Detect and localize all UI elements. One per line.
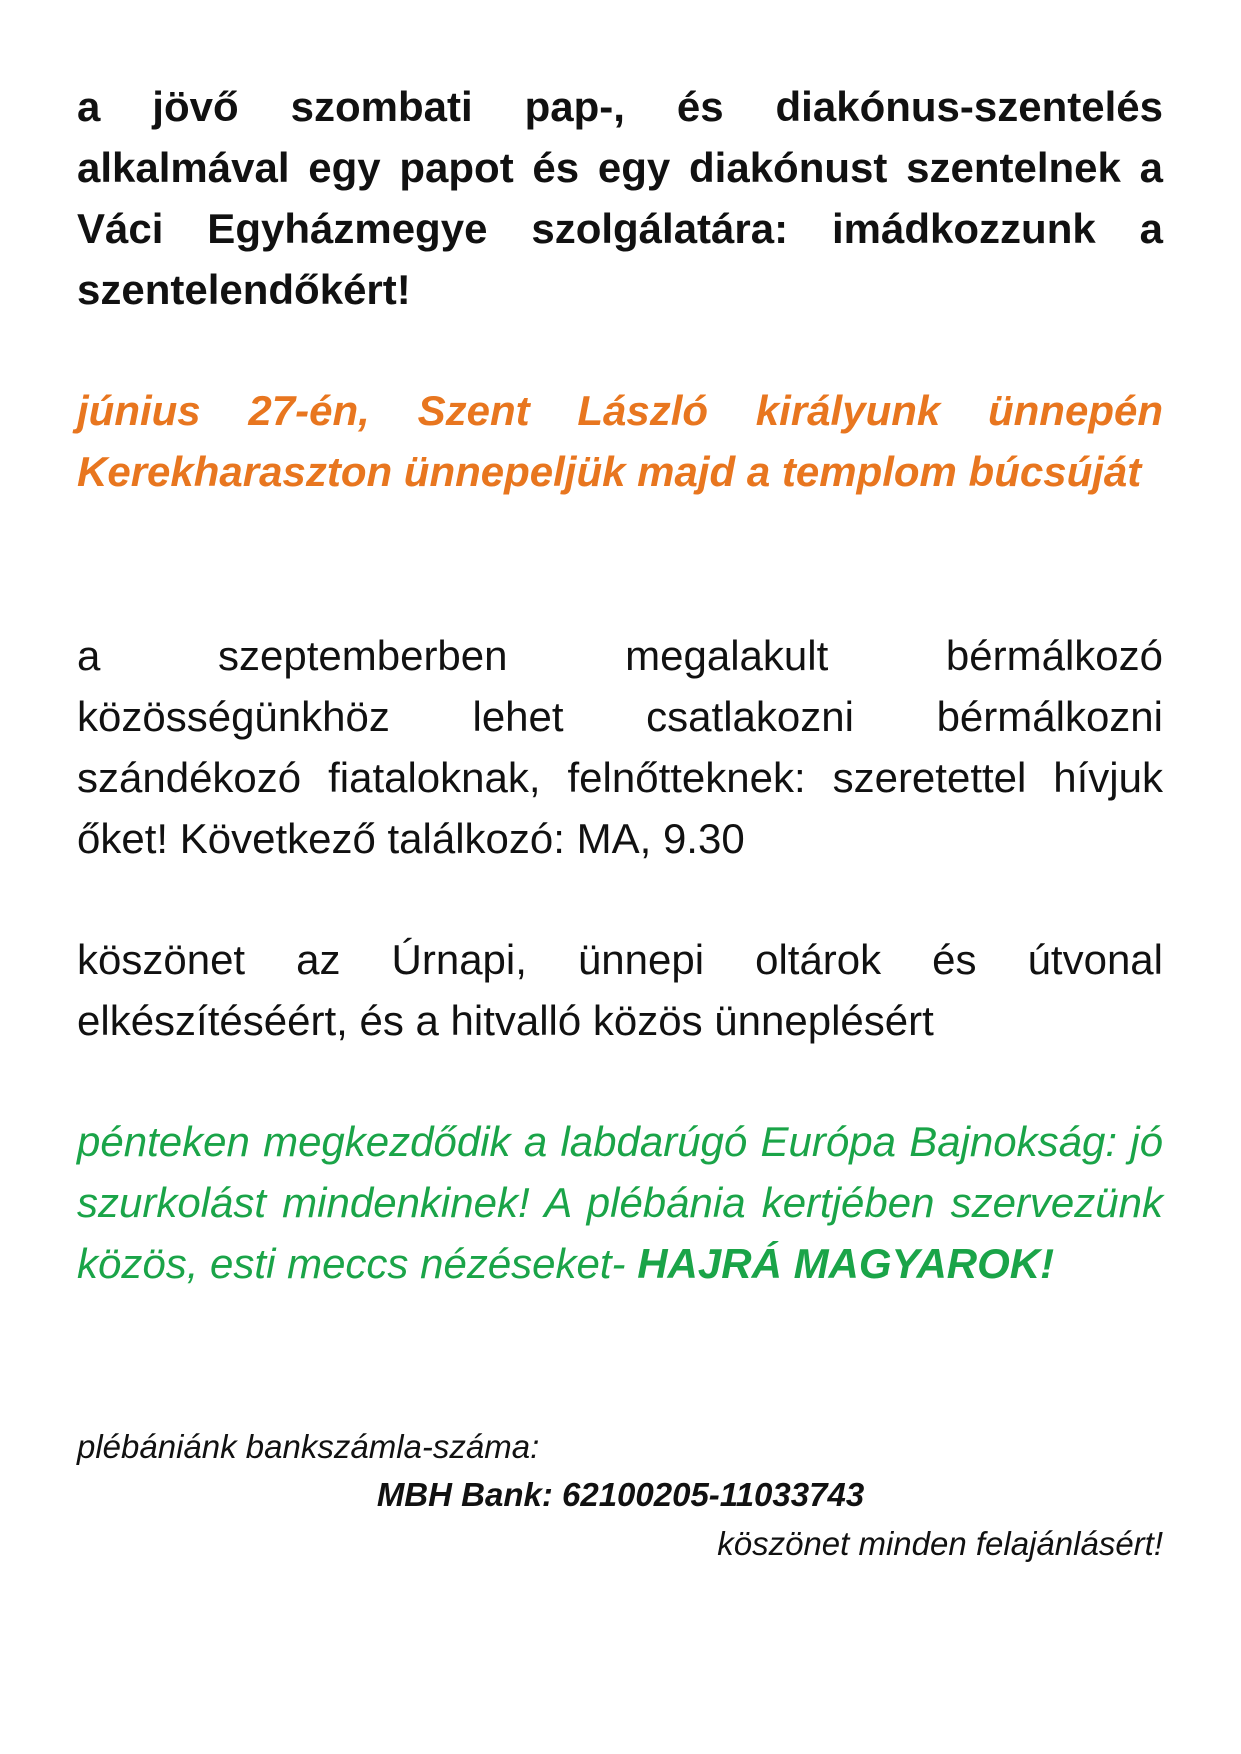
bank-account: MBH Bank: 62100205-11033743 [376,1476,865,1513]
ordination-notice: a jövő szombati pap-, és diakónus-szentelés alkalmával egy papot és egy diakónust szentelnek a Váci Egyházmegye szolgálatára: imádkozzunk a szentelendőkért! [77,83,1163,313]
football-text: pénteken megkezdődik a labdarúgó Európa Bajnokság: jó szurkolást mindenkinek! A plébánia kertjében szervezünk közös, esti meccs nézéseket- [77,1118,1163,1287]
donation-thanks: köszönet minden felajánlásért! [717,1525,1163,1562]
confirmation-notice: a szeptemberben megalakult bérmálkozó közösségünkhöz lehet csatlakozni bérmálkozni szándékozó fiataloknak, felnőtteknek: szeretettel hívjuk őket! Következő találkozó: MA, 9.30 [77,632,1163,862]
football-notice [77,1111,1163,1294]
bank-intro: plébániánk bankszámla-száma: [77,1428,540,1465]
corpus-christi-thanks: köszönet az Úrnapi, ünnepi oltárok és útvonal elkészítéséért, és a hitvalló közös ünneplésért [77,936,1163,1044]
feast-notice: június 27-én, Szent László királyunk ünnepén Kerekharaszton ünnepeljük majd a templom búcsúját [77,387,1163,495]
football-cheer: HAJRÁ MAGYAROK! [637,1240,1055,1287]
